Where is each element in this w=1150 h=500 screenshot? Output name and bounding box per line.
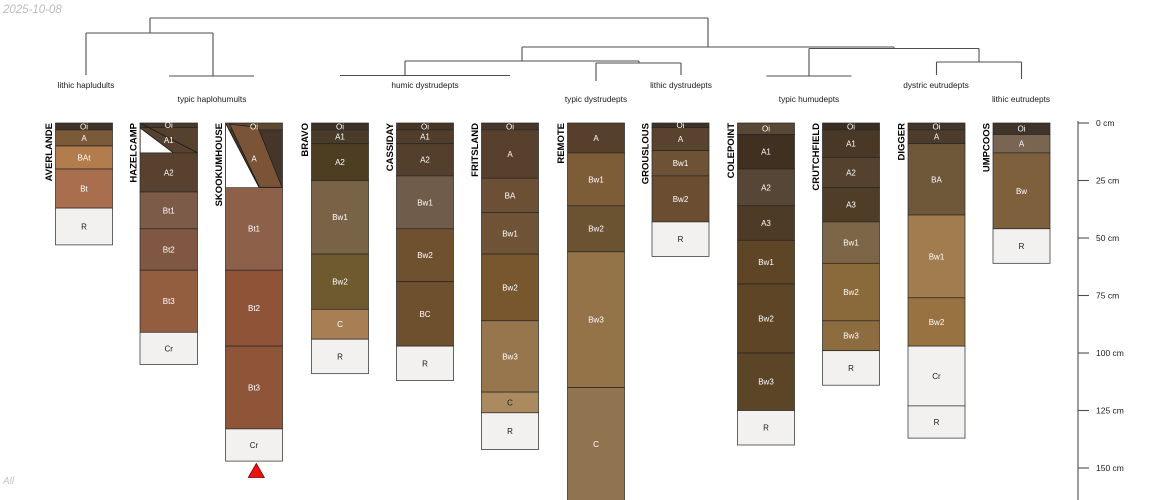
horizon-label: Bw2 bbox=[928, 317, 945, 327]
profile-crutchfield bbox=[811, 122, 880, 385]
horizon-label: C bbox=[507, 398, 513, 408]
horizon-label: BAt bbox=[77, 153, 91, 163]
horizon-label: Bt bbox=[80, 184, 88, 194]
horizon-label: Oi bbox=[164, 121, 173, 131]
horizon-label: R bbox=[848, 363, 854, 373]
horizon-label: Bw1 bbox=[843, 238, 859, 248]
profile-remote bbox=[556, 123, 625, 500]
horizon-label: A2 bbox=[846, 168, 856, 178]
profile-bravo bbox=[300, 122, 369, 373]
horizon-label: Bt2 bbox=[162, 245, 175, 255]
horizon-label: Bt2 bbox=[247, 304, 261, 314]
horizon-label: BA bbox=[504, 191, 516, 201]
horizon-label: Bw2 bbox=[843, 287, 859, 297]
horizon-label: A bbox=[677, 135, 684, 144]
horizon-label: Bt1 bbox=[247, 224, 261, 234]
dendrogram bbox=[86, 18, 1022, 81]
horizon-label: A2 bbox=[335, 158, 345, 167]
depth-axis bbox=[1078, 118, 1124, 500]
depth-tick-label: 0 cm bbox=[1096, 118, 1115, 128]
horizon-label: A2 bbox=[761, 183, 771, 193]
horizon-label: Oi bbox=[1017, 124, 1026, 134]
profile-skookumhouse bbox=[214, 122, 283, 477]
horizon-label: Bw1 bbox=[502, 229, 518, 239]
horizon-label: R bbox=[933, 417, 940, 427]
horizon-label: R bbox=[763, 423, 769, 433]
horizon-label: Bw2 bbox=[502, 283, 518, 293]
horizon-label: Bw1 bbox=[332, 213, 348, 223]
horizon-label: A1 bbox=[846, 139, 856, 149]
taxon-label: typic humudepts bbox=[778, 94, 840, 104]
horizon-label: R bbox=[422, 359, 428, 369]
horizon-label: A1 bbox=[163, 136, 174, 146]
horizon-label: A1 bbox=[335, 132, 345, 142]
horizon-label: Oi bbox=[847, 122, 855, 132]
taxon-label: dystric eutrudepts bbox=[903, 80, 969, 90]
taxon-label: humic dystrudepts bbox=[391, 80, 459, 90]
horizon-label: Oi bbox=[762, 124, 770, 134]
horizon-label: C bbox=[593, 440, 599, 450]
horizon-label: Oi bbox=[80, 122, 88, 132]
horizon-label: A bbox=[251, 154, 257, 164]
horizon-label: R bbox=[1018, 241, 1025, 251]
profile-colepoint bbox=[726, 123, 795, 445]
horizon-label: Bw3 bbox=[588, 315, 604, 325]
profile-name: COLEPOINT bbox=[726, 123, 737, 179]
horizon-label: Oi bbox=[676, 121, 685, 131]
profile-averlande bbox=[44, 122, 113, 245]
depth-tick-label: 150 cm bbox=[1096, 463, 1124, 473]
depth-tick-label: 125 cm bbox=[1096, 405, 1124, 416]
horizon-label: Oi bbox=[932, 122, 941, 132]
profile-name: HAZELCAMP bbox=[128, 123, 140, 183]
horizon-label: Bw1 bbox=[758, 258, 774, 268]
horizon-label: Bt1 bbox=[162, 206, 175, 216]
horizon-label: Bw bbox=[1015, 186, 1028, 196]
horizon-overlay bbox=[248, 464, 264, 478]
date-stamp: 2025-10-08 bbox=[3, 4, 62, 16]
horizon-label: A3 bbox=[761, 218, 771, 228]
horizon-label: Bw2 bbox=[672, 194, 689, 204]
profile-hazelcamp bbox=[129, 121, 198, 364]
horizon-label: Bt3 bbox=[247, 383, 261, 393]
profile-name: FRITSLAND bbox=[470, 123, 481, 177]
horizon-label: Cr bbox=[249, 440, 259, 450]
horizon-label: Oi bbox=[421, 122, 429, 132]
profile-fritsland bbox=[470, 122, 539, 449]
horizon-label: A1 bbox=[761, 147, 771, 157]
horizon-label: Bw3 bbox=[758, 377, 774, 387]
horizon-label: A2 bbox=[163, 168, 174, 178]
profile-name: REMOTE bbox=[556, 123, 567, 164]
horizon-label: Oi bbox=[336, 122, 344, 132]
horizon-label: R bbox=[507, 427, 513, 437]
taxon-label: lithic eutrudepts bbox=[991, 94, 1051, 104]
profile-grouslous bbox=[641, 121, 710, 256]
taxon-label: typic haplohumults bbox=[177, 94, 247, 104]
horizon-label: Bw3 bbox=[843, 331, 859, 341]
horizon-label: Cr bbox=[932, 371, 941, 381]
horizon-label: A2 bbox=[420, 155, 430, 165]
horizon-label: Cr bbox=[164, 344, 173, 354]
horizon-label: Bw2 bbox=[588, 224, 604, 234]
depth-tick-label: 25 cm bbox=[1096, 175, 1120, 186]
horizon-label: Bw2 bbox=[332, 277, 348, 287]
profile-name: CRUTCHFIELD bbox=[811, 123, 822, 191]
horizon-label: Bt3 bbox=[162, 297, 175, 307]
horizon-label: Bw1 bbox=[588, 175, 604, 185]
horizon-label: A bbox=[81, 133, 87, 143]
horizon-label: R bbox=[81, 222, 87, 232]
horizon-label: Bw3 bbox=[502, 352, 518, 362]
taxon-label: typic dystrudepts bbox=[564, 94, 628, 104]
horizon-label: A3 bbox=[846, 200, 856, 210]
horizon-label: A bbox=[593, 133, 599, 143]
taxon-label: lithic hapludults bbox=[57, 80, 115, 90]
profile-name: CASSIDAY bbox=[385, 123, 396, 172]
horizon-label: C bbox=[337, 320, 343, 330]
horizon-label: Bw1 bbox=[672, 159, 689, 169]
horizon-label: Bw2 bbox=[417, 251, 433, 261]
horizon-label: Oi bbox=[506, 122, 514, 132]
profile-umpcoos bbox=[982, 123, 1051, 263]
profile-name: GROUSLOUS bbox=[640, 123, 652, 185]
depth-tick-label: 100 cm bbox=[1096, 348, 1124, 358]
horizon-label: Bw1 bbox=[417, 198, 433, 208]
depth-tick-label: 50 cm bbox=[1096, 233, 1120, 243]
profile-name: DIGGER bbox=[896, 123, 908, 161]
taxon-label: lithic dystrudepts bbox=[650, 80, 712, 90]
horizon-label: A bbox=[933, 132, 940, 142]
horizon-label: R bbox=[337, 352, 343, 362]
footer-note: All bbox=[3, 476, 15, 487]
horizon-label: BC bbox=[419, 309, 431, 319]
depth-tick-label: 75 cm bbox=[1096, 290, 1120, 301]
profile-name: AVERLANDE bbox=[44, 123, 55, 182]
profile-name: SKOOKUMHOUSE bbox=[214, 123, 225, 207]
horizon-label: A bbox=[507, 149, 513, 159]
horizon-label: A1 bbox=[420, 132, 430, 142]
profile-cassiday bbox=[385, 122, 454, 380]
profile-name: BRAVO bbox=[300, 123, 311, 157]
profile-name: UMPCOOS bbox=[981, 123, 993, 173]
horizon-label: A bbox=[1018, 139, 1025, 149]
horizon-label: Oi bbox=[250, 122, 258, 132]
horizon-label: Bw2 bbox=[758, 314, 774, 324]
profile-digger bbox=[897, 122, 966, 438]
horizon-label: BA bbox=[931, 175, 942, 185]
horizon-label: Bw1 bbox=[928, 252, 945, 262]
horizon-label: R bbox=[677, 235, 684, 245]
